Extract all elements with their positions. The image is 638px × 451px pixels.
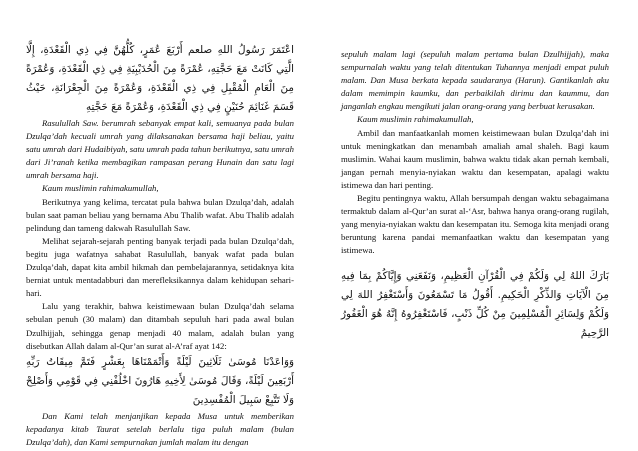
paragraph: Begitu pentingnya waktu, Allah bersumpah dengan waktu sebagaimana termaktub dalam al-Qur’an surat al-‘Asr, bahwa hanya orang-orang rugilah, yang menyia-nyiakan waktu dan kesempatan itu. Semoga kita menjadi orang beruntung karena pandai memanfaatkan waktu dan kesempatan yang istimewa. — [341, 193, 609, 256]
hadith-translation: Rasulullah Saw. berumrah sebanyak empat kali, semuanya pada bulan Dzulqa’dah kecuali umrah yang dilaksanakan bersama haji beliau, yaitu satu umrah dari Hudaibiyah, satu umrah pada tahun berikutnya, satu umrah dari Ji’ranah ketika membagikan rampasan perang Hunain dan satu lagi umrah bersama haji. — [26, 118, 294, 181]
arabic-hadith: اعْتَمَرَ رَسُولُ اللهِ صلعم أَرْبَعَ عُمَرٍ، كُلُّهُنَّ فِي ذِي الْقَعْدَةِ، إِلَّا الَّتِي كَانَتْ مَعَ حَجَّتِهِ، عُمْرَةً مِنَ الْحُدَيْبِيَةِ فِي ذِي الْقَعْدَةِ، وَعُمْرَةً مِنَ الْعَامِ الْمُقْبِلِ فِي ذِي الْقَعْدَةِ، وَعُمْرَةً مِنَ الْجِعْرَانَةِ، حَيْثُ قَسَمَ غَنَائِمَ حُنَيْنٍ فِي ذِي الْقَعْدَةِ، وَعُمْرَةً مَعَ حَجَّتِهِ — [26, 44, 294, 113]
paragraph: Lalu yang terakhir, bahwa keistimewaan bulan Dzulqa’dah selama sebulan penuh (30 malam) dan ditambah sepuluh hari pada awal bulan Dzulhijjah, sehingga genap menjadi 40 malam, adalah bulan yang disebutkan Allah dalam al-Qur’an surat al-A’raf ayat 142: — [26, 301, 294, 351]
paragraph: Berikutnya yang kelima, tercatat pula bahwa bulan Dzulqa’dah, adalah bulan saat paman beliau yang bernama Abu Thalib wafat. Abu Thalib adalah pelindung dan tameng dakwah Rasulullah Saw. — [26, 196, 294, 233]
spacer — [341, 258, 609, 267]
paragraph: Melihat sejarah-sejarah penting banyak terjadi pada bulan Dzulqa’dah, begitu juga wafatnya sahabat Rasulullah, banyak wafat pada bulan Dzulqa’dah, dapat kita ambil hikmah dan pembelajarannya, setidaknya kita berniat untuk mentadabburi dan merefleksikannya dalam kehidupan sehari-hari. — [26, 235, 294, 299]
arabic-verse: وَوَاعَدْنَا مُوسَىٰ ثَلَاثِينَ لَيْلَةً وَأَتْمَمْنَاهَا بِعَشْرٍ فَتَمَّ مِيقَاتُ رَبِّهِ أَرْبَعِينَ لَيْلَةً، وَقَالَ مُوسَىٰ لِأَخِيهِ هَارُونَ اخْلُفْنِي فِي قَوْمِي وَأَصْلِحْ وَلَا تَتَّبِعْ سَبِيلَ الْمُفْسِدِينَ — [26, 355, 294, 406]
right-page — [341, 48, 609, 343]
verse-translation-cont: sepuluh malam lagi (sepuluh malam pertama bulan Dzulhijjah), maka sempurnalah waktu yang telah ditentukan Tuhannya menjadi empat puluh malam. Dan Musa berkata kepada saudaranya (Harun). Gantikanlah aku dalam memimpin kaumku, dan perbaikilah dirimu dan kaummu, dan janganlah engkau mengikuti jalan orang-orang yang berbuat kerusakan. — [341, 49, 609, 112]
salutation: Kaum muslimin rahimakumullah, — [42, 183, 159, 194]
salutation: Kaum muslimin rahimakumullah, — [357, 114, 474, 125]
arabic-closing-prayer: بَارَكَ اللهُ لِي وَلَكُمْ فِي الْقُرْآنِ الْعَظِيمِ، وَنَفَعَنِي وَإِيَّاكُمْ بِمَا فِيهِ مِنَ الْآيَاتِ وَالذِّكْرِ الْحَكِيمِ. أَقُولُ مَا تَسْمَعُونَ وَأَسْتَغْفِرُ اللهَ لِي وَلَكُمْ وَلِسَائِرِ الْمُسْلِمِينَ مِنْ كُلِّ ذَنْبٍ، فَاسْتَغْفِرُوهُ إِنَّهُ هُوَ الْغَفُورُ الرَّحِيمُ — [341, 269, 609, 339]
verse-translation: Dan Kami telah menjanjikan kepada Musa untuk memberikan kepadanya kitab Taurat setelah berlalu tiga puluh malam (bulan Dzulqa’dah), dan Kami sempurnakan jumlah malam itu dengan — [26, 410, 294, 447]
paragraph: Ambil dan manfaatkanlah momen keistimewaan bulan Dzulqa’dah ini untuk meningkatkan dan menambah amaliah amal shaleh. Bagi kaum muslimin. Wahai kaum muslimin, bahwa waktu tidak akan pernah kembali, jangan pernah menyia-nyiakan waktu dan kesempatan, apalagi waktu istimewa dan hari penting. — [341, 127, 609, 190]
left-page — [26, 41, 294, 449]
